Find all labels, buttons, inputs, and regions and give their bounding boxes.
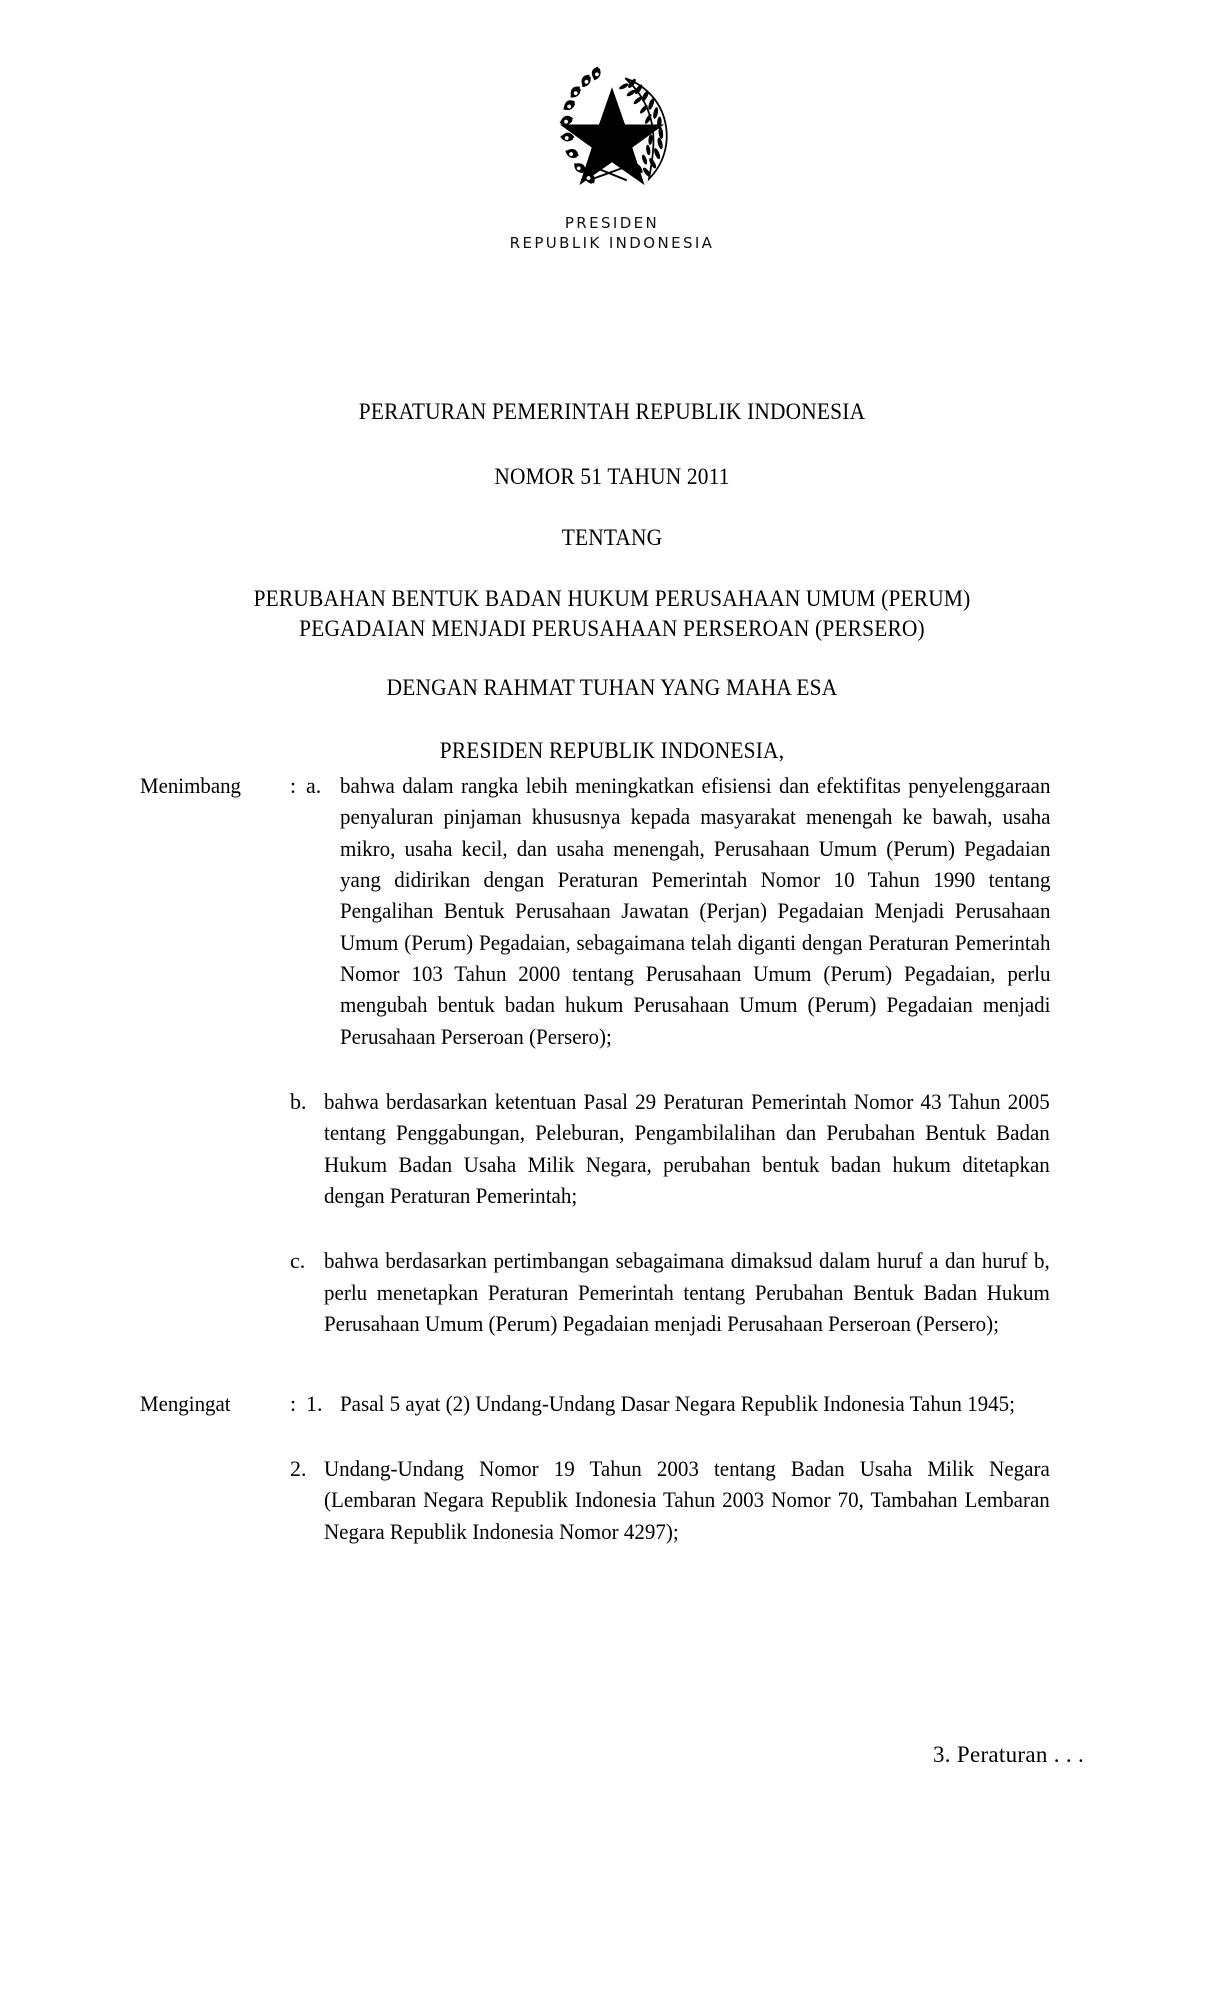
document-subject-line2: PEGADAIAN MENJADI PERUSAHAAN PERSEROAN (PERSERO) [299, 616, 925, 642]
considering-marker-c: c. [290, 1248, 306, 1274]
letterhead [0, 56, 1224, 254]
considering-text-a: bahwa dalam rangka lebih meningkatkan efisiensi dan efektifitas penyelenggaraan penyaluran pinjaman khususnya kepada masyarakat menengah ke bawah, usaha mikro, usaha kecil, dan usaha menengah, Perusahaan Umum (Perum) Pegadaian yang didirikan dengan Peraturan Pemerintah Nomor 10 Tahun 1990 tentang Pengalihan Bentuk Perusahaan Jawatan (Perjan) Pegadaian Menjadi Perusahaan Umum (Perum) Pegadaian, sebagaimana telah diganti dengan Peraturan Pemerintah Nomor 103 Tahun 2000 tentang Perusahaan Umum (Perum) Pegadaian, perlu mengubah bentuk badan hukum Perusahaan Umum (Perum) Pegadaian menjadi Perusahaan Perseroan (Persero); [340, 773, 1051, 1049]
indonesian-presidential-emblem-icon [538, 56, 686, 204]
recalling-marker-1: 1. [306, 1390, 323, 1416]
letterhead-caption-line2: REPUBLIK INDONESIA [509, 233, 715, 252]
considering-marker-b: b. [290, 1089, 307, 1115]
considering-item-a [140, 770, 1084, 1052]
considering-marker-a: a. [306, 773, 322, 798]
considering-text-b: bahwa berdasarkan ketentuan Pasal 29 Peraturan Pemerintah Nomor 43 Tahun 2005 tentang Penggabungan, Peleburan, Pengambilalihan dan Perubahan Bentuk Badan Hukum Badan Usaha Milik Negara, perubahan bentuk badan hukum ditetapkan dengan Peraturan Pemerintah; [324, 1089, 1050, 1209]
document-signatory: PRESIDEN REPUBLIK INDONESIA, [439, 737, 785, 763]
considering-label: Menimbang [140, 773, 242, 798]
recalling-marker-2: 2. [290, 1455, 307, 1481]
recalling-text-2: Undang-Undang Nomor 19 Tahun 2003 tentang Badan Usaha Milik Negara (Lembaran Negara Republik Indonesia Tahun 2003 Nomor 70, Tambahan Lembaran Negara Republik Indonesia Nomor 4297); [324, 1455, 1050, 1544]
document-about-label: TENTANG [561, 524, 663, 550]
document-number: NOMOR 51 TAHUN 2011 [494, 463, 730, 489]
recalling-label: Mengingat [140, 1390, 231, 1416]
recalling-item-2 [290, 1453, 1084, 1547]
considering-text-c: bahwa berdasarkan pertimbangan sebagaimana dimaksud dalam huruf a dan huruf b, perlu menetapkan Peraturan Pemerintah tentang Perubahan Bentuk Badan Hukum Perusahaan Umum (Perum) Pegadaian menjadi Perusahaan Perseroan (Persero); [324, 1248, 1050, 1337]
document-subject-line1: PERUBAHAN BENTUK BADAN HUKUM PERUSAHAAN UMUM (PERUM) [253, 586, 971, 612]
recalling-item-1 [140, 1388, 1084, 1419]
recalling-text-1: Pasal 5 ayat (2) Undang-Undang Dasar Negara Republik Indonesia Tahun 1945; [340, 1390, 1015, 1416]
considering-colon: : [290, 773, 297, 798]
page-catchword: 3. Peraturan . . . [932, 1742, 1084, 1767]
clauses-section [0, 770, 1224, 1547]
considering-item-b [290, 1086, 1084, 1211]
document-heading: PERATURAN PEMERINTAH REPUBLIK INDONESIA [358, 399, 866, 424]
document-title-block [140, 398, 1084, 766]
document-subject [140, 584, 1084, 644]
recalling-colon: : [290, 1390, 297, 1416]
letterhead-caption-line1: PRESIDEN [564, 214, 660, 232]
letterhead-caption [0, 214, 1224, 254]
document-invocation: DENGAN RAHMAT TUHAN YANG MAHA ESA [386, 675, 838, 701]
considering-item-c [290, 1245, 1084, 1339]
